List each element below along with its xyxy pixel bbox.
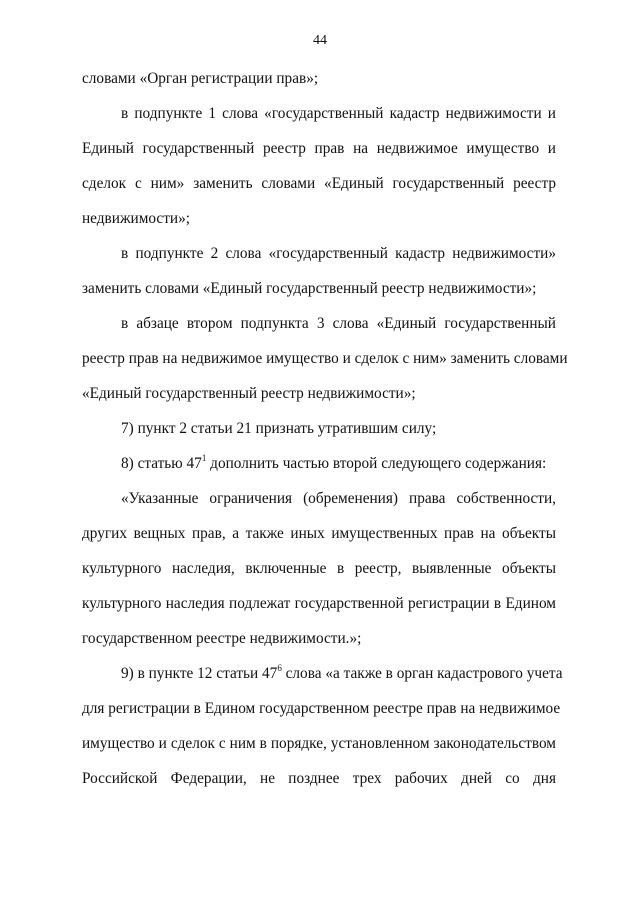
text-line: недвижимости»; [82, 210, 190, 227]
page-number: 44 [313, 33, 327, 48]
text-line: 7) пункт 2 статьи 21 признать утратившим силу; [121, 420, 437, 437]
text-line: Единый государственный реестр прав на недвижимое имущество и [82, 140, 556, 157]
text-line: имущество и сделок с ним в порядке, установленном законодательством [82, 735, 556, 752]
text-line: в подпункте 1 слова «государственный кадастр недвижимости и [121, 105, 556, 122]
text-line [121, 454, 556, 474]
superscript: 6 [277, 663, 282, 673]
text-line: в подпункте 2 слова «государственный кадастр недвижимости» [121, 245, 556, 262]
text-line: в абзаце втором подпункта 3 слова «Единый государственный [121, 315, 556, 332]
text-line: словами «Орган регистрации прав»; [82, 70, 319, 87]
text-part: слова «а также в орган кадастрового учета [281, 665, 563, 682]
text-line: государственном реестре недвижимости.»; [82, 630, 362, 647]
text-line: Российской Федерации, не позднее трех рабочих дней со дня [82, 770, 556, 787]
text-line: других вещных прав, а также иных имущественных прав на объекты [82, 525, 556, 542]
text-line: «Единый государственный реестр недвижимости»; [82, 385, 416, 402]
text-line [121, 663, 563, 684]
text-line: культурного наследия подлежат государственной регистрации в Едином [82, 595, 556, 612]
text-line: сделок с ним» заменить словами «Единый государственный реестр [82, 175, 556, 192]
text-line: «Указанные ограничения (обременения) права собственности, [121, 490, 556, 507]
text-part: дополнить частью второй следующего содержания: [206, 455, 547, 472]
text-part: 8) статью 47 [121, 455, 202, 472]
text-line: для регистрации в Едином государственном реестре прав на недвижимое [82, 700, 561, 717]
text-line: культурного наследия, включенные в реестр, выявленные объекты [82, 560, 556, 577]
text-part: 9) в пункте 12 статьи 47 [121, 665, 278, 682]
text-line: реестр прав на недвижимое имущество и сделок с ним» заменить словами [82, 350, 568, 367]
text-line: заменить словами «Единый государственный реестр недвижимости»; [82, 280, 537, 297]
superscript: 1 [201, 453, 207, 463]
